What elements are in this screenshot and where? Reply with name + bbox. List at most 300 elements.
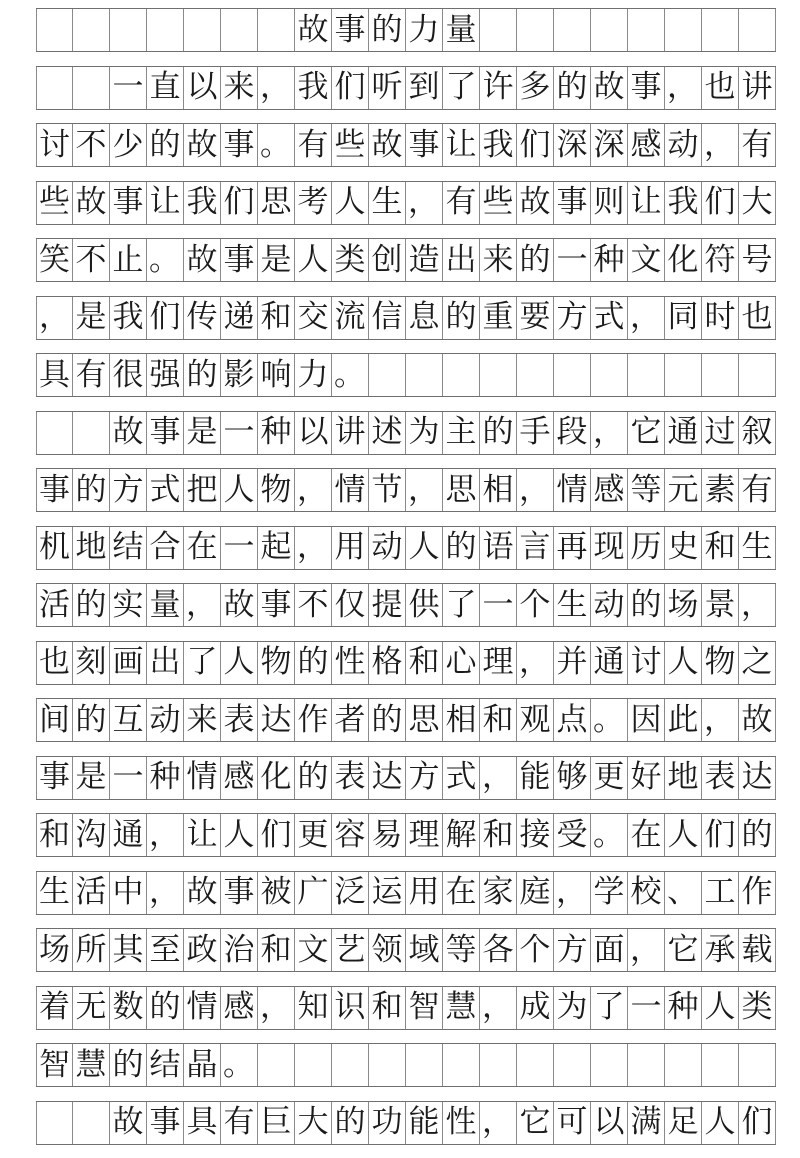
grid-cell: 化 bbox=[665, 239, 702, 281]
grid-cell: 直 bbox=[147, 67, 184, 109]
grid-cell: 心 bbox=[443, 642, 480, 684]
grid-cell: 达 bbox=[369, 757, 406, 799]
grid-cell bbox=[480, 354, 517, 396]
grid-cell: 格 bbox=[369, 642, 406, 684]
grid-cell: 我 bbox=[295, 67, 332, 109]
grid-cell: 故 bbox=[184, 124, 221, 166]
grid-cell: 性 bbox=[443, 1102, 480, 1144]
grid-cell: ， bbox=[517, 642, 554, 684]
text-line bbox=[36, 66, 776, 110]
grid-cell: ， bbox=[517, 469, 554, 511]
grid-cell: 满 bbox=[628, 1102, 665, 1144]
grid-cell: 互 bbox=[110, 699, 147, 741]
grid-cell: 提 bbox=[369, 584, 406, 626]
grid-cell: 有 bbox=[739, 469, 776, 511]
grid-cell: 信 bbox=[369, 297, 406, 339]
grid-cell bbox=[702, 9, 739, 51]
grid-cell: 生 bbox=[739, 527, 776, 569]
grid-cell: 不 bbox=[73, 124, 110, 166]
grid-cell: 晶 bbox=[184, 1044, 221, 1086]
grid-cell: 人 bbox=[665, 814, 702, 856]
grid-cell: 动 bbox=[147, 699, 184, 741]
grid-cell: 到 bbox=[406, 67, 443, 109]
grid-cell: 感 bbox=[221, 987, 258, 1029]
text-line bbox=[36, 871, 776, 915]
grid-cell: 出 bbox=[147, 642, 184, 684]
grid-cell bbox=[110, 9, 147, 51]
grid-cell: 在 bbox=[184, 527, 221, 569]
grid-cell bbox=[591, 354, 628, 396]
grid-cell: 们 bbox=[221, 182, 258, 224]
grid-cell: 我 bbox=[665, 182, 702, 224]
grid-cell: 事 bbox=[36, 469, 73, 511]
grid-cell: 思 bbox=[258, 182, 295, 224]
grid-cell: 间 bbox=[36, 699, 73, 741]
grid-cell: 我 bbox=[184, 182, 221, 224]
grid-cell: 领 bbox=[369, 929, 406, 971]
grid-cell: 运 bbox=[369, 872, 406, 914]
grid-cell: 历 bbox=[628, 527, 665, 569]
grid-cell: 生 bbox=[36, 872, 73, 914]
grid-cell: 场 bbox=[36, 929, 73, 971]
grid-cell: ， bbox=[147, 872, 184, 914]
grid-cell: 讲 bbox=[739, 67, 776, 109]
grid-cell: 了 bbox=[443, 584, 480, 626]
grid-cell: 一 bbox=[110, 67, 147, 109]
text-line bbox=[36, 411, 776, 455]
grid-cell bbox=[184, 9, 221, 51]
grid-cell: 巨 bbox=[258, 1102, 295, 1144]
grid-cell: 有 bbox=[295, 124, 332, 166]
grid-cell: 大 bbox=[739, 182, 776, 224]
grid-cell bbox=[628, 354, 665, 396]
grid-cell: 学 bbox=[591, 872, 628, 914]
grid-cell: 种 bbox=[147, 757, 184, 799]
grid-cell: 一 bbox=[221, 412, 258, 454]
grid-cell: 人 bbox=[221, 469, 258, 511]
grid-cell: ， bbox=[591, 412, 628, 454]
grid-cell: 响 bbox=[258, 354, 295, 396]
grid-cell: ， bbox=[480, 757, 517, 799]
grid-cell: 慧 bbox=[443, 987, 480, 1029]
grid-cell: 有 bbox=[221, 1102, 258, 1144]
grid-cell: 情 bbox=[184, 757, 221, 799]
grid-cell: 同 bbox=[665, 297, 702, 339]
grid-cell: 许 bbox=[480, 67, 517, 109]
grid-cell: 式 bbox=[443, 757, 480, 799]
grid-cell: 故 bbox=[517, 182, 554, 224]
grid-cell: 可 bbox=[554, 1102, 591, 1144]
grid-cell bbox=[517, 9, 554, 51]
grid-cell: 刻 bbox=[73, 642, 110, 684]
grid-cell: 要 bbox=[517, 297, 554, 339]
grid-cell: ， bbox=[702, 699, 739, 741]
grid-cell: 更 bbox=[591, 757, 628, 799]
grid-cell: 活 bbox=[36, 584, 73, 626]
grid-cell: 以 bbox=[591, 1102, 628, 1144]
grid-cell: 强 bbox=[147, 354, 184, 396]
grid-cell: 接 bbox=[517, 814, 554, 856]
grid-cell: ， bbox=[665, 67, 702, 109]
grid-cell: 故 bbox=[591, 67, 628, 109]
grid-cell: 们 bbox=[702, 182, 739, 224]
grid-cell: 识 bbox=[332, 987, 369, 1029]
grid-cell: 能 bbox=[517, 757, 554, 799]
grid-cell: 它 bbox=[517, 1102, 554, 1144]
grid-cell: 一 bbox=[628, 987, 665, 1029]
grid-cell: ， bbox=[258, 987, 295, 1029]
grid-cell: 人 bbox=[702, 1102, 739, 1144]
grid-cell: 和 bbox=[702, 527, 739, 569]
grid-cell: 易 bbox=[369, 814, 406, 856]
grid-cell bbox=[36, 412, 73, 454]
grid-cell: 泛 bbox=[332, 872, 369, 914]
grid-cell: 在 bbox=[628, 814, 665, 856]
grid-cell bbox=[480, 9, 517, 51]
grid-cell: 物 bbox=[702, 642, 739, 684]
grid-cell bbox=[628, 1044, 665, 1086]
grid-cell: ， bbox=[295, 527, 332, 569]
grid-cell: 人 bbox=[665, 642, 702, 684]
grid-cell: 物 bbox=[258, 642, 295, 684]
grid-cell: 类 bbox=[332, 239, 369, 281]
grid-cell: 影 bbox=[221, 354, 258, 396]
grid-cell: 也 bbox=[702, 67, 739, 109]
grid-cell: 个 bbox=[517, 584, 554, 626]
grid-cell: 相 bbox=[443, 699, 480, 741]
grid-cell bbox=[665, 354, 702, 396]
grid-cell: 化 bbox=[258, 757, 295, 799]
grid-cell: 表 bbox=[702, 757, 739, 799]
grid-cell: 们 bbox=[147, 297, 184, 339]
grid-cell: 思 bbox=[443, 469, 480, 511]
grid-cell: 们 bbox=[258, 814, 295, 856]
grid-cell: 来 bbox=[480, 239, 517, 281]
grid-cell: 以 bbox=[295, 412, 332, 454]
grid-cell: 感 bbox=[221, 757, 258, 799]
grid-cell bbox=[591, 1044, 628, 1086]
grid-cell: 号 bbox=[739, 239, 776, 281]
grid-cell: 此 bbox=[665, 699, 702, 741]
grid-cell: 事 bbox=[332, 9, 369, 51]
grid-cell bbox=[258, 1044, 295, 1086]
grid-cell: 域 bbox=[406, 929, 443, 971]
grid-cell: 方 bbox=[554, 929, 591, 971]
grid-cell: 个 bbox=[517, 929, 554, 971]
grid-cell: 因 bbox=[628, 699, 665, 741]
grid-cell: 艺 bbox=[332, 929, 369, 971]
grid-cell: 等 bbox=[443, 929, 480, 971]
grid-cell: 人 bbox=[702, 987, 739, 1029]
grid-cell: 有 bbox=[73, 354, 110, 396]
grid-cell: 事 bbox=[147, 412, 184, 454]
grid-cell: 力 bbox=[406, 9, 443, 51]
grid-cell: 数 bbox=[110, 987, 147, 1029]
grid-cell: 故 bbox=[369, 124, 406, 166]
grid-cell: 流 bbox=[332, 297, 369, 339]
grid-cell bbox=[702, 1044, 739, 1086]
grid-cell: 量 bbox=[147, 584, 184, 626]
grid-cell: 种 bbox=[258, 412, 295, 454]
grid-cell: 它 bbox=[628, 412, 665, 454]
grid-cell: 成 bbox=[517, 987, 554, 1029]
grid-cell: 面 bbox=[591, 929, 628, 971]
text-line bbox=[36, 296, 776, 340]
grid-cell bbox=[554, 9, 591, 51]
grid-cell: 具 bbox=[36, 354, 73, 396]
grid-cell: 人 bbox=[406, 527, 443, 569]
grid-cell: 则 bbox=[591, 182, 628, 224]
grid-cell: ， bbox=[184, 584, 221, 626]
grid-cell: 之 bbox=[739, 642, 776, 684]
grid-cell: 。 bbox=[147, 239, 184, 281]
grid-cell: 是 bbox=[184, 412, 221, 454]
grid-cell: 作 bbox=[295, 699, 332, 741]
grid-cell: 有 bbox=[443, 182, 480, 224]
grid-cell: 种 bbox=[665, 987, 702, 1029]
grid-cell: 智 bbox=[36, 1044, 73, 1086]
grid-cell: 通 bbox=[665, 412, 702, 454]
grid-cell: 和 bbox=[480, 814, 517, 856]
grid-cell: 和 bbox=[480, 699, 517, 741]
grid-cell: 表 bbox=[332, 757, 369, 799]
grid-cell: 事 bbox=[221, 124, 258, 166]
grid-cell bbox=[702, 354, 739, 396]
grid-cell: 点 bbox=[554, 699, 591, 741]
grid-cell: 主 bbox=[443, 412, 480, 454]
grid-cell: 着 bbox=[36, 987, 73, 1029]
grid-cell: 理 bbox=[480, 642, 517, 684]
grid-cell: 造 bbox=[406, 239, 443, 281]
grid-cell: 供 bbox=[406, 584, 443, 626]
grid-cell: 事 bbox=[110, 182, 147, 224]
grid-cell: 通 bbox=[110, 814, 147, 856]
grid-cell: 知 bbox=[295, 987, 332, 1029]
grid-cell: 事 bbox=[221, 239, 258, 281]
grid-cell: 其 bbox=[110, 929, 147, 971]
grid-cell: ， bbox=[480, 987, 517, 1029]
grid-cell: 传 bbox=[184, 297, 221, 339]
grid-cell: 让 bbox=[147, 182, 184, 224]
grid-cell: 深 bbox=[554, 124, 591, 166]
grid-cell bbox=[739, 1044, 776, 1086]
grid-cell: 。 bbox=[591, 699, 628, 741]
grid-cell: 事 bbox=[258, 584, 295, 626]
grid-cell bbox=[36, 67, 73, 109]
grid-cell: 的 bbox=[443, 527, 480, 569]
grid-cell: 些 bbox=[480, 182, 517, 224]
grid-cell: 它 bbox=[665, 929, 702, 971]
grid-cell: 少 bbox=[110, 124, 147, 166]
grid-cell: 相 bbox=[480, 469, 517, 511]
grid-cell: 人 bbox=[295, 239, 332, 281]
text-line bbox=[36, 1043, 776, 1087]
grid-cell: 生 bbox=[554, 584, 591, 626]
grid-cell: 庭 bbox=[517, 872, 554, 914]
grid-cell: 讨 bbox=[628, 642, 665, 684]
grid-cell: 的 bbox=[480, 412, 517, 454]
grid-cell: 方 bbox=[110, 469, 147, 511]
grid-cell: 中 bbox=[110, 872, 147, 914]
grid-cell: 故 bbox=[110, 412, 147, 454]
grid-cell: 和 bbox=[258, 929, 295, 971]
grid-cell: 的 bbox=[73, 469, 110, 511]
text-line bbox=[36, 756, 776, 800]
grid-cell: 的 bbox=[147, 124, 184, 166]
grid-cell: 至 bbox=[147, 929, 184, 971]
grid-cell: 达 bbox=[258, 699, 295, 741]
grid-cell: 很 bbox=[110, 354, 147, 396]
grid-cell: 故 bbox=[73, 182, 110, 224]
grid-cell: 故 bbox=[184, 239, 221, 281]
grid-cell: 述 bbox=[369, 412, 406, 454]
grid-cell: 们 bbox=[332, 67, 369, 109]
grid-cell: 故 bbox=[184, 872, 221, 914]
grid-cell: 一 bbox=[554, 239, 591, 281]
grid-cell: 是 bbox=[73, 757, 110, 799]
grid-cell: 和 bbox=[258, 297, 295, 339]
grid-cell: 一 bbox=[221, 527, 258, 569]
composition-grid-paper bbox=[36, 0, 776, 1150]
grid-cell: 校 bbox=[628, 872, 665, 914]
grid-cell: 。 bbox=[332, 354, 369, 396]
grid-cell: 止 bbox=[110, 239, 147, 281]
grid-cell: 式 bbox=[591, 297, 628, 339]
grid-cell: ， bbox=[702, 124, 739, 166]
grid-cell: 我 bbox=[110, 297, 147, 339]
grid-cell: 。 bbox=[258, 124, 295, 166]
grid-cell bbox=[591, 9, 628, 51]
grid-cell: 地 bbox=[73, 527, 110, 569]
grid-cell: 一 bbox=[480, 584, 517, 626]
grid-cell: 了 bbox=[591, 987, 628, 1029]
grid-cell: 观 bbox=[517, 699, 554, 741]
grid-cell: 的 bbox=[517, 239, 554, 281]
grid-cell: 人 bbox=[221, 814, 258, 856]
grid-cell: 息 bbox=[406, 297, 443, 339]
grid-cell: 物 bbox=[258, 469, 295, 511]
grid-cell: 承 bbox=[702, 929, 739, 971]
grid-cell: ， bbox=[406, 469, 443, 511]
grid-cell: ， bbox=[147, 814, 184, 856]
grid-cell: ， bbox=[480, 1102, 517, 1144]
grid-cell: 手 bbox=[517, 412, 554, 454]
grid-cell: 事 bbox=[36, 757, 73, 799]
grid-cell: 动 bbox=[665, 124, 702, 166]
text-line bbox=[36, 468, 776, 512]
grid-cell: ， bbox=[739, 584, 776, 626]
grid-cell: 沟 bbox=[73, 814, 110, 856]
grid-cell: ， bbox=[628, 929, 665, 971]
grid-cell: 们 bbox=[702, 814, 739, 856]
grid-cell: 故 bbox=[295, 9, 332, 51]
grid-cell: 些 bbox=[36, 182, 73, 224]
grid-cell: 广 bbox=[295, 872, 332, 914]
grid-cell: 生 bbox=[369, 182, 406, 224]
grid-cell: 。 bbox=[221, 1044, 258, 1086]
grid-cell: 的 bbox=[369, 9, 406, 51]
grid-cell bbox=[221, 9, 258, 51]
grid-cell: 、 bbox=[665, 872, 702, 914]
grid-cell: 不 bbox=[73, 239, 110, 281]
text-line bbox=[36, 986, 776, 1030]
grid-cell: 是 bbox=[73, 297, 110, 339]
grid-cell: 事 bbox=[554, 182, 591, 224]
grid-cell bbox=[665, 1044, 702, 1086]
grid-cell: 让 bbox=[184, 814, 221, 856]
grid-cell bbox=[517, 1044, 554, 1086]
grid-cell: ， bbox=[295, 469, 332, 511]
grid-cell: 足 bbox=[665, 1102, 702, 1144]
grid-cell bbox=[554, 354, 591, 396]
grid-cell bbox=[147, 9, 184, 51]
grid-cell: 史 bbox=[665, 527, 702, 569]
grid-cell: 活 bbox=[73, 872, 110, 914]
text-line bbox=[36, 1101, 776, 1145]
grid-cell: 递 bbox=[221, 297, 258, 339]
text-line bbox=[36, 526, 776, 570]
grid-cell: 把 bbox=[184, 469, 221, 511]
grid-cell: 理 bbox=[406, 814, 443, 856]
grid-cell: 来 bbox=[221, 67, 258, 109]
grid-cell: 实 bbox=[110, 584, 147, 626]
grid-cell: 机 bbox=[36, 527, 73, 569]
grid-cell: 的 bbox=[332, 1102, 369, 1144]
grid-cell: 的 bbox=[295, 642, 332, 684]
grid-cell: 能 bbox=[406, 1102, 443, 1144]
grid-cell: 来 bbox=[184, 699, 221, 741]
grid-cell: 讨 bbox=[36, 124, 73, 166]
grid-cell: ， bbox=[628, 297, 665, 339]
grid-cell: 有 bbox=[739, 124, 776, 166]
grid-cell: 的 bbox=[443, 297, 480, 339]
grid-cell: 者 bbox=[332, 699, 369, 741]
grid-cell: 更 bbox=[295, 814, 332, 856]
grid-cell: 的 bbox=[73, 584, 110, 626]
grid-cell: 等 bbox=[628, 469, 665, 511]
grid-cell: 了 bbox=[443, 67, 480, 109]
grid-cell: 是 bbox=[258, 239, 295, 281]
grid-cell: 为 bbox=[406, 412, 443, 454]
grid-cell: 工 bbox=[702, 872, 739, 914]
grid-cell: 情 bbox=[184, 987, 221, 1029]
text-line bbox=[36, 641, 776, 685]
grid-cell: 的 bbox=[369, 699, 406, 741]
grid-cell: 也 bbox=[739, 297, 776, 339]
grid-cell bbox=[554, 1044, 591, 1086]
grid-cell: 地 bbox=[665, 757, 702, 799]
grid-cell: 达 bbox=[739, 757, 776, 799]
grid-cell: ， bbox=[406, 182, 443, 224]
text-line bbox=[36, 928, 776, 972]
grid-cell: 事 bbox=[406, 124, 443, 166]
grid-cell: 时 bbox=[702, 297, 739, 339]
grid-cell: 叙 bbox=[739, 412, 776, 454]
grid-cell: ， bbox=[554, 872, 591, 914]
grid-cell: 解 bbox=[443, 814, 480, 856]
grid-cell: 以 bbox=[184, 67, 221, 109]
grid-cell: 的 bbox=[110, 1044, 147, 1086]
grid-cell: 讲 bbox=[332, 412, 369, 454]
text-line bbox=[36, 813, 776, 857]
grid-cell: 文 bbox=[295, 929, 332, 971]
grid-cell: 思 bbox=[406, 699, 443, 741]
grid-cell: 的 bbox=[739, 814, 776, 856]
grid-cell: 情 bbox=[332, 469, 369, 511]
grid-cell: 方 bbox=[554, 297, 591, 339]
grid-cell: 交 bbox=[295, 297, 332, 339]
grid-cell: 场 bbox=[665, 584, 702, 626]
